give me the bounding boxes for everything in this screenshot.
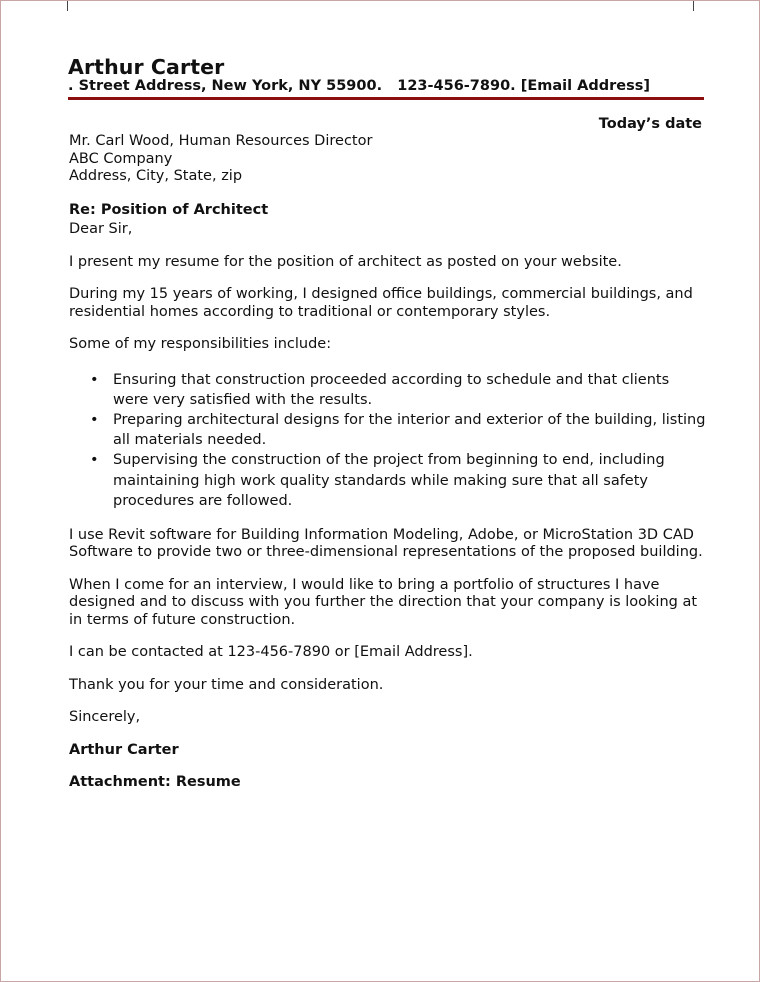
header-rule: [68, 97, 704, 100]
paragraph: When I come for an interview, I would like to bring a portfolio of structures I have designed and to discuss with you further the direction that your company is looking at in terms of future construction.: [69, 576, 698, 628]
list-item: • Supervising the construction of the project from beginning to end, including maintaining high work quality standards while making sure that all safety procedures are followed.: [90, 452, 665, 509]
paragraph: During my 15 years of working, I designed office buildings, commercial buildings, and residential homes according to traditional or contemporary styles.: [69, 286, 693, 320]
paragraph: Thank you for your time and consideration.: [69, 676, 384, 693]
signature-name: Arthur Carter: [69, 741, 179, 758]
sender-street: Street Address, New York, NY 55900: [78, 78, 377, 94]
crop-mark: [67, 1, 68, 11]
paragraph: Some of my responsibilities include:: [69, 336, 332, 352]
crop-mark: [693, 1, 694, 11]
responsibility-list: [69, 370, 709, 511]
bullet-icon: •: [90, 371, 99, 388]
subject-line: Re: Position of Architect: [69, 201, 269, 218]
recipient-block: [69, 133, 709, 186]
bullet-icon: •: [90, 452, 99, 469]
sender-phone: 123-456-7890: [397, 78, 511, 94]
attachment-note: Attachment: Resume: [69, 774, 241, 791]
list-item: • Preparing architectural designs for the interior and exterior of the building, listing all materials needed.: [90, 411, 706, 449]
bullet-icon: •: [90, 411, 99, 428]
letter-date: Today’s date: [598, 116, 702, 132]
list-item: • Ensuring that construction proceeded according to schedule and that clients were very satisfied with the results.: [90, 371, 670, 408]
recipient-line: Mr. Carl Wood, Human Resources Director: [69, 133, 373, 149]
salutation: Dear Sir,: [69, 221, 133, 237]
sender-email: [Email Address]: [520, 78, 651, 94]
letter-body: [69, 133, 709, 792]
sender-contact-line: . Street Address, New York, NY 55900. 123-456-7890. [Email Address]: [68, 78, 651, 94]
paragraph: I present my resume for the position of architect as posted on your website.: [69, 253, 622, 270]
recipient-line: Address, City, State, zip: [69, 168, 243, 184]
sender-name: Arthur Carter: [68, 55, 225, 79]
recipient-line: ABC Company: [69, 150, 173, 167]
paragraph: I use Revit software for Building Information Modeling, Adobe, or MicroStation 3D CAD Software to provide two or three-dimensional representations of the proposed building.: [69, 526, 703, 561]
paragraph: I can be contacted at 123-456-7890 or [Email Address].: [69, 644, 473, 661]
closing: Sincerely,: [69, 709, 141, 726]
